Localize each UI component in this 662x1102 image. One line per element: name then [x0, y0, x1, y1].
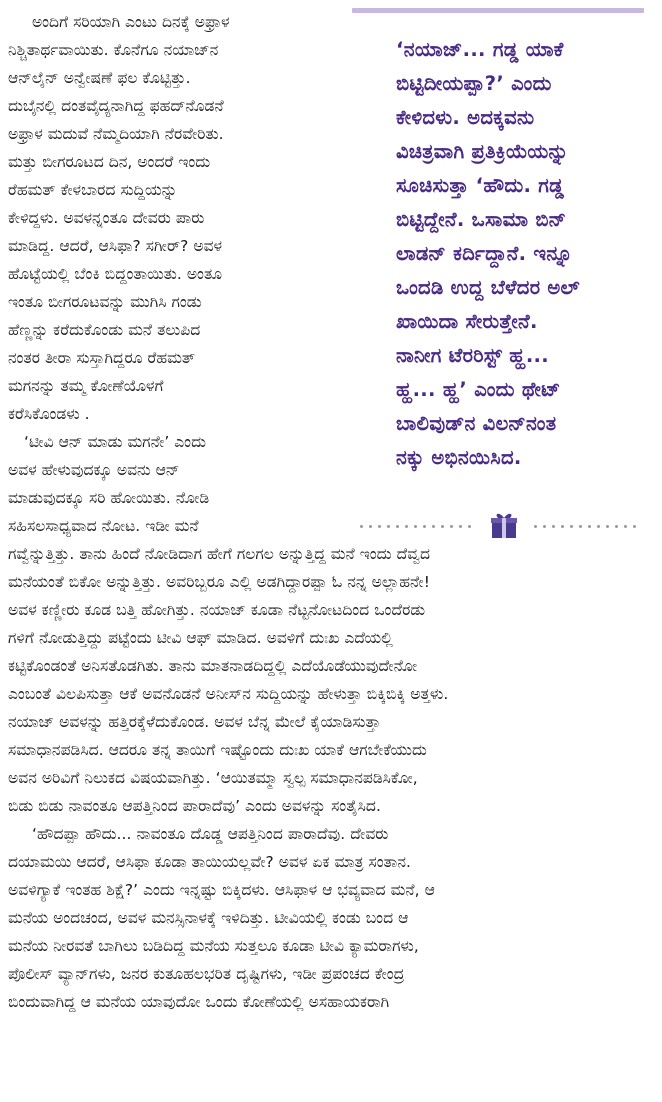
body-line: ಮಾಡಿದ್ದ. ಆದರೆ, ಆಸಿಫಾ? ಸಗೀರ್? ಅವಳ [8, 237, 223, 255]
pull-quote-top-rule [352, 8, 644, 13]
pull-quote-line: ಬಿಟ್ಟಿದ್ದೇನೆ. ಒಸಾಮಾ ಬಿನ್ [396, 208, 567, 231]
body-line: ನಿಶ್ಚಿತಾರ್ಥವಾಯಿತು. ಕೊನೆಗೂ ನಯಾಜ್‌ನ [8, 41, 219, 59]
body-line: ಆನ್‌ಲೈನ್ ಅನ್ವೇಷಣೆ ಫಲ ಕೊಟ್ಟಿತ್ತು. [8, 69, 191, 87]
gift-box-icon [489, 510, 519, 540]
divider-dots-right [534, 525, 636, 529]
body-line: ಅವಳ ಕಣ್ಣೀರು ಕೂಡ ಬತ್ತಿ ಹೋಗಿತ್ತು. ನಯಾಜ್ ಕೂಡಾ ನೆಟ್ಟನೋಟದಿಂದ ಒಂದೆರಡು [8, 601, 426, 619]
body-line: ‘ಟೀವಿ ಆನ್ ಮಾಡು ಮಗನೇ’ ಎಂದು [24, 433, 207, 451]
divider-dots-left [360, 525, 471, 529]
body-line: ಮಗನನ್ನು ತಮ್ಮ ಕೋಣೆಯೊಳಗೆ [8, 377, 164, 395]
body-line: ಸಹಿಸಲಸಾಧ್ಯವಾದ ನೋಟ. ಇಡೀ ಮನೆ [8, 517, 199, 535]
body-line: ಗವ್ವೆನ್ನುತ್ತಿತ್ತು. ತಾನು ಹಿಂದೆ ನೋಡಿದಾಗ ಹೇಗೆ ಗಲಗಲ ಅನ್ನುತ್ತಿದ್ದ ಮನೆ ಇಂದು ದೆವ್ವದ [8, 545, 431, 563]
body-line: ರೆಹಮತ್ ಕೇಳಬಾರದ ಸುದ್ದಿಯನ್ನು [8, 181, 178, 199]
pull-quote-line: ಬಿಟ್ಟಿದೀಯಪ್ಪಾ?’ ಎಂದು [396, 72, 552, 95]
body-line: ಮನೆಯ ನೀರವತೆ ಬಾಗಿಲು ಬಡಿದಿದ್ದ ಮನೆಯ ಸುತ್ತಲೂ ಕೂಡಾ ಟೀವಿ ಕ್ಯಾಮರಾಗಳು, [8, 937, 419, 955]
body-line: ಮನೆಯ ಅಂದಚಂದ, ಅವಳ ಮನಸ್ಸಿನಾಳಕ್ಕೆ ಇಳಿದಿತ್ತು. ಟೀವಿಯಲ್ಲಿ ಕಂಡು ಬಂದ ಆ [8, 909, 409, 927]
pull-quote-line: ಹ್ಹ... ಹ್ಹ’ ಎಂದು ಥೇಟ್ [396, 378, 561, 401]
body-line: ಗಳಿಗೆ ನೋಡುತ್ತಿದ್ದು ಪಟ್ಟೆಂದು ಟೀವಿ ಆಫ್ ಮಾಡಿದ. ಅವಳಿಗೆ ದುಃಖ ಎದೆಯಲ್ಲಿ [8, 629, 393, 647]
pull-quote-line: ಬಾಲಿವುಡ್‌ನ ವಿಲನ್‌ನಂತ [396, 412, 557, 435]
body-line: ಮತ್ತು ಬೀಗರೂಟದ ದಿನ, ಅಂದರೆ ಇಂದು [8, 153, 211, 171]
body-line: ಅಫ್ರಾಳ ಮದುವೆ ನೆಮ್ಮದಿಯಾಗಿ ನೆರವೇರಿತು. [8, 125, 224, 143]
pull-quote-line: ನಕ್ಕು ಅಭಿನಯಿಸಿದ. [396, 446, 522, 469]
pull-quote-line: ಲಾಡನ್ ಕರ್ದಿದ್ದಾನೆ. ಇನ್ನೂ [396, 242, 573, 265]
body-line: ಅವಳಿಗ್ಯಾಕೆ ಇಂತಹ ಶಿಕ್ಷೆ?’ ಎಂದು ಇನ್ನಷ್ಟು ಬಿಕ್ಕಿದಳು. ಆಸಿಫಾಳ ಆ ಭವ್ಯವಾದ ಮನೆ, ಆ [8, 881, 435, 899]
body-line: ಮಾಡುವುದಕ್ಕೂ ಸರಿ ಹೋಯಿತು. ನೋಡಿ [8, 489, 210, 507]
body-line: ಅಂದಿಗೆ ಸರಿಯಾಗಿ ಎಂಟು ದಿನಕ್ಕೆ ಅಫ್ರಾಳ [32, 13, 230, 31]
body-line: ಇಂತೂ ಬೀಗರೂಟವನ್ನು ಮುಗಿಸಿ ಗಂಡು [8, 293, 202, 311]
pull-quote-line: ಸೂಚಿಸುತ್ತಾ ‘ಹೌದು. ಗಡ್ಡ [396, 174, 565, 197]
body-line: ಹೆಣ್ಣನ್ನು ಕರೆದುಕೊಂಡು ಮನೆ ತಲುಪಿದ [8, 321, 201, 339]
pull-quote-line: ಖಾಯಿದಾ ಸೇರುತ್ತೇನೆ. [396, 310, 538, 333]
pull-quote-line: ನಾನೀಗ ಟೆರರಿಸ್ಟ್ ಹ್ಹ... [396, 344, 549, 367]
body-line: ಅವನ ಅರಿವಿಗೆ ನಿಲುಕದ ವಿಷಯವಾಗಿತ್ತು. ‘ಆಯಿತಮ್ಮಾ ಸ್ವಲ್ಪ ಸಮಾಧಾನಪಡಿಸಿಕೋ, [8, 769, 418, 787]
body-line: ಪೊಲೀಸ್ ವ್ಯಾನ್‌ಗಳು, ಜನರ ಕುತೂಹಲಭರಿತ ದೃಷ್ಟಿಗಳು, ಇಡೀ ಪ್ರಪಂಚದ ಕೇಂದ್ರ [8, 965, 405, 983]
body-line: ಕೇಳಿದ್ದಳು. ಅವಳನ್ನಂತೂ ದೇವರು ಪಾರು [8, 209, 205, 227]
pull-quote-line: ‘ನಯಾಜ್... ಗಡ್ಡ ಯಾಕೆ [396, 38, 564, 61]
body-line: ನಯಾಜ್ ಅವಳನ್ನು ಹತ್ತಿರಕ್ಕೆಳೆದುಕೊಂಡ. ಅವಳ ಬೆನ್ನ ಮೇಲೆ ಕೈಯಾಡಿಸುತ್ತಾ [8, 713, 381, 731]
body-line: ನಂತರ ತೀರಾ ಸುಸ್ತಾಗಿದ್ದರೂ ರೆಹಮತ್ [8, 349, 196, 367]
body-line: ಬಿಂದುವಾಗಿದ್ದ ಆ ಮನೆಯ ಯಾವುದೋ ಒಂದು ಕೋಣೆಯಲ್ಲಿ ಅಸಹಾಯಕರಾಗಿ [8, 993, 390, 1011]
body-line: ಬಿಡು ಬಿಡು ನಾವಂತೂ ಆಪತ್ತಿನಿಂದ ಪಾರಾದೆವು’ ಎಂದು ಅವಳನ್ನು ಸಂತೈಸಿದ. [8, 797, 381, 815]
body-line: ಸಮಾಧಾನಪಡಿಸಿದ. ಆದರೂ ತನ್ನ ತಾಯಿಗೆ ಇಷ್ಟೊಂದು ದುಃಖ ಯಾಕೆ ಆಗಬೇಕೆಯುದು [8, 741, 427, 759]
body-line: ‘ಹೌದಪ್ಪಾ ಹೌದು... ನಾವಂತೂ ದೊಡ್ಡ ಆಪತ್ತಿನಿಂದ ಪಾರಾದೆವು. ದೇವರು [32, 825, 389, 843]
body-line: ಕಟ್ಟಿಕೊಂಡಂತೆ ಅನಿಸತೊಡಗಿತು. ತಾನು ಮಾತನಾಡದಿದ್ದಲ್ಲಿ ಎದೆಯೊಡೆಯುವುದೇನೋ [8, 657, 418, 675]
body-line: ಮನೆಯಂತೆ ಬಿಕೋ ಅನ್ನುತ್ತಿತ್ತು. ಅವರಿಬ್ಬರೂ ಎಲ್ಲಿ ಅಡಗಿದ್ದಾರಪ್ಪಾ ಓ ನನ್ನ ಅಲ್ಲಾಹನೇ! [8, 573, 430, 591]
pull-quote-line: ಕೇಳಿದಳು. ಅದಕ್ಕವನು [396, 106, 535, 129]
body-line: ಅವಳ ಹೇಳುವುದಕ್ಕೂ ಅವನು ಆನ್ [8, 461, 180, 479]
pull-quote-line: ವಿಚಿತ್ರವಾಗಿ ಪ್ರತಿಕ್ರಿಯೆಯನ್ನು [396, 140, 569, 163]
body-line: ಎಂಬಂತೆ ವಿಲಪಿಸುತ್ತಾ ಆಕೆ ಅವನೊಡನೆ ಅನೀಸ್‌ನ ಸುದ್ದಿಯನ್ನು ಹೇಳುತ್ತಾ ಬಿಕ್ಕಿಬಿಕ್ಕಿ ಅತ್ತಳು. [8, 685, 449, 703]
body-line: ದುಬೈನಲ್ಲಿ ದಂತವೈದ್ಯನಾಗಿದ್ದ ಫಹದ್‌ನೊಡನೆ [8, 97, 224, 115]
body-line: ಕರೆಸಿಕೊಂಡಳು . [8, 405, 90, 423]
pull-quote-line: ಒಂದಡಿ ಉದ್ದ ಬೆಳೆದರ ಅಲ್ [396, 276, 580, 299]
body-line: ದಯಾಮಯಿ ಆದರೆ, ಆಸಿಫಾ ಕೂಡಾ ತಾಯಿಯಲ್ಲವೇ? ಅವಳ ಏಕ ಮಾತ್ರ ಸಂತಾನ. [8, 853, 411, 871]
body-line: ಹೊಟ್ಟೆಯಲ್ಲಿ ಬೆಂಕಿ ಬಿದ್ದಂತಾಯಿತು. ಅಂತೂ [8, 265, 223, 283]
